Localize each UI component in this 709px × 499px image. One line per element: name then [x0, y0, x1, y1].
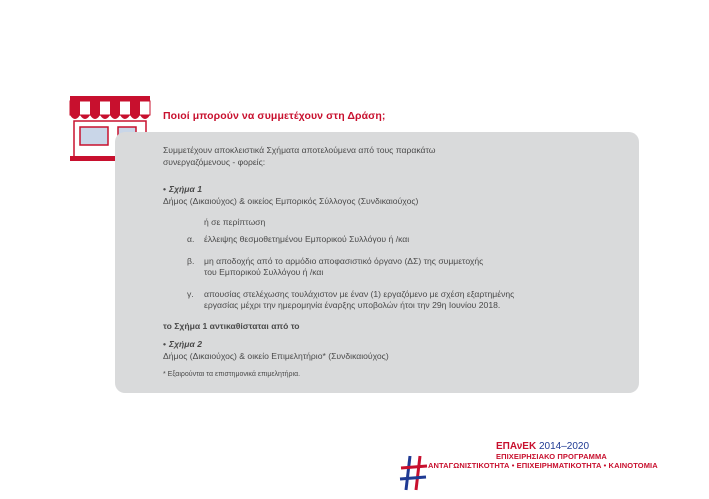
- scheme-2-title: [163, 339, 202, 350]
- page-title: Ποιοί μπορούν να συμμετέχουν στη Δράση;: [163, 110, 386, 122]
- case-c-text-2: εργασίας μέχρι την ημερομηνία έναρξης υποβολών ήτοι την 29η Ιουνίου 2018.: [204, 300, 501, 310]
- program-logo-title: [496, 441, 589, 452]
- replacement-text: το Σχήμα 1 αντικαθίσταται από το: [163, 321, 300, 331]
- scheme-2-label: Σχήμα 2: [169, 339, 202, 349]
- program-tagline: ΑΝΤΑΓΩΝΙΣΤΙΚΟΤΗΤΑ • ΕΠΙΧΕΙΡΗΜΑΤΙΚΟΤΗΤΑ • ΚΑΙΝΟΤΟΜΙΑ: [428, 461, 658, 470]
- case-b-letter: β.: [187, 256, 195, 266]
- program-years: 2014–2020: [538, 441, 590, 452]
- scheme-1-description: Δήμος (Δικαιούχος) & οικείος Εμπορικός Σύλλογος (Συνδικαιούχος): [163, 196, 419, 206]
- case-a-text: έλλειψης θεσμοθετημένου Εμπορικού Συλλόγου ή /και: [204, 234, 410, 244]
- case-c-letter: γ.: [187, 289, 194, 299]
- footnote: * Εξαιρούνται τα επιστημονικά επιμελητήρια.: [163, 371, 301, 378]
- intro-line-1: Συμμετέχουν αποκλειστικά Σχήματα αποτελούμενα από τους παρακάτω: [163, 145, 436, 155]
- scheme-2-description: Δήμος (Δικαιούχος) & οικείο Επιμελητήριο* (Συνδικαιούχος): [163, 351, 389, 361]
- case-a-letter: α.: [187, 234, 195, 244]
- case-c-text-1: απουσίας στελέχωσης τουλάχιστον με έναν (1) εργαζόμενο με σχέση εξαρτημένης: [204, 289, 515, 299]
- hashtag-logo-icon: [398, 452, 430, 492]
- bullet: •: [163, 184, 167, 194]
- case-b-text-2: του Εμπορικού Συλλόγου ή /και: [204, 267, 324, 277]
- intro-line-2: συνεργαζόμενους - φορείς:: [163, 157, 266, 167]
- or-text: ή σε περίπτωση: [204, 217, 266, 227]
- scheme-1-title: [163, 184, 202, 195]
- program-brand: ΕΠΑνΕΚ: [496, 441, 537, 452]
- bullet: •: [163, 339, 167, 349]
- program-subtitle: ΕΠΙΧΕΙΡΗΣΙΑΚΟ ΠΡΟΓΡΑΜΜΑ: [496, 452, 607, 461]
- case-b-text-1: μη αποδοχής από το αρμόδιο αποφασιστικό όργανο (ΔΣ) της συμμετοχής: [204, 256, 484, 266]
- scheme-1-label: Σχήμα 1: [169, 184, 202, 194]
